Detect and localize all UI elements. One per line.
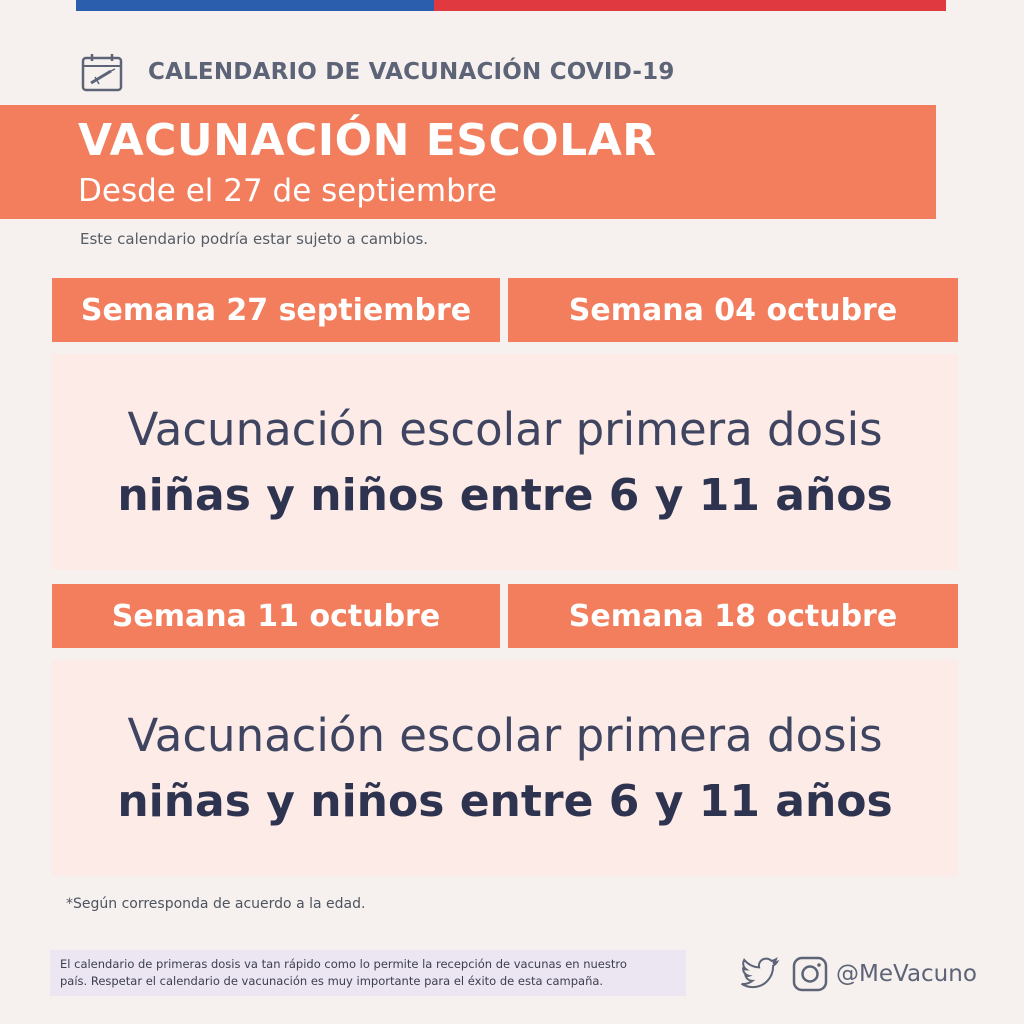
- calendar-syringe-icon: [80, 50, 124, 94]
- week-04-octubre: Semana 04 octubre: [508, 278, 958, 342]
- panel-1-line2: niñas y niños entre 6 y 11 años: [117, 470, 893, 521]
- instagram-icon[interactable]: [792, 956, 828, 992]
- panel-2-line1: Vacunación escolar primera dosis: [127, 709, 883, 762]
- footnote: *Según corresponda de acuerdo a la edad.: [66, 896, 366, 912]
- vaccination-panel-2: [52, 660, 958, 876]
- flag-stripe-blue: [76, 0, 434, 11]
- social-links: [740, 952, 977, 996]
- title-banner: [0, 105, 936, 219]
- calendar-title: CALENDARIO DE VACUNACIÓN COVID-19: [148, 59, 675, 85]
- social-handle[interactable]: @MeVacuno: [836, 961, 977, 987]
- week-27-septiembre: Semana 27 septiembre: [52, 278, 500, 342]
- week-11-octubre: Semana 11 octubre: [52, 584, 500, 648]
- panel-1-line1: Vacunación escolar primera dosis: [127, 403, 883, 456]
- footer-note: [50, 950, 686, 996]
- footer-line-1: El calendario de primeras dosis va tan rápido como lo permite la recepción de vacunas en nuestro: [60, 957, 627, 971]
- banner-title: VACUNACIÓN ESCOLAR: [78, 115, 657, 166]
- flag-stripe-red: [434, 0, 946, 11]
- panel-2-line2: niñas y niños entre 6 y 11 años: [117, 776, 893, 827]
- banner-subtitle: Desde el 27 de septiembre: [78, 173, 497, 209]
- calendar-header: [80, 48, 675, 96]
- twitter-icon[interactable]: [740, 957, 780, 991]
- vaccination-panel-1: [52, 354, 958, 570]
- disclaimer: Este calendario podría estar sujeto a cambios.: [80, 230, 429, 248]
- footer-line-2: país. Respetar el calendario de vacunación es muy importante para el éxito de esta campaña.: [60, 974, 604, 988]
- week-18-octubre: Semana 18 octubre: [508, 584, 958, 648]
